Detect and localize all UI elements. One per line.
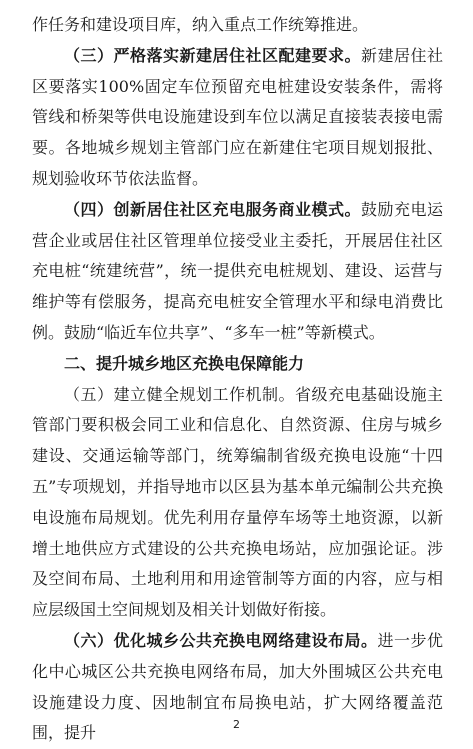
paragraph-body: 新建居住社区要落实100%固定车位预留充电桩建设安装条件，需将管线和桥架等供电设施建设到车位以满足直接装表接电需要。各地城乡规划主管部门应在新建住宅项目规划报批、规划验收环节依法监督。 [32,45,443,188]
paragraph-4 [32,195,443,349]
paragraph-body: 建立健全规划工作机制。省级充电基础设施主管部门要积极会同工业和信息化、自然资源、住房与城乡建设、交通运输等部门，统筹编制省级充换电设施“十四五”专项规划，并指导地市以区县为基本单元编制公共充换电设施布局规划。优先利用存量停车场等土地资源，以新增土地供应方式建设的公共充换电场站，应加强论证。涉及空间布局、土地利用和用途管制等方面的内容，应与相应层级国土空间规划及相关计划做好衔接。 [32,384,443,620]
paragraph-heading: （三）严格落实新建居住社区配建要求。 [64,45,361,65]
paragraph-continuation [32,10,443,41]
paragraph-3 [32,41,443,195]
paragraph-heading: （六）优化城乡公共充换电网络建设布局。 [64,630,378,650]
paragraph-5 [32,380,443,626]
section-heading: 二、提升城乡地区充换电保障能力 [64,353,305,373]
paragraph-body: 进一步优化中心城区公共充换电网络布局，加大外围城区公共充电设施建设力度、因地制宜布局换电站，扩大网络覆盖范围，提升 [32,630,443,743]
paragraph-heading: （四）创新居住社区充电服务商业模式。 [64,199,361,219]
page-number: 2 [233,718,240,731]
paragraph-heading: （五） [64,384,114,404]
paragraph-body: 鼓励充电运营企业或居住社区管理单位接受业主委托，开展居住社区充电桩“统建统营”，统一提供充电桩规划、建设、运营与维护等有偿服务，提高充电桩安全管理水平和绿电消费比例。鼓励“临近车位共享”、“多车一桩”等新模式。 [32,199,443,342]
paragraph-body: 作任务和建设项目库，纳入重点工作统筹推进。 [32,15,369,34]
